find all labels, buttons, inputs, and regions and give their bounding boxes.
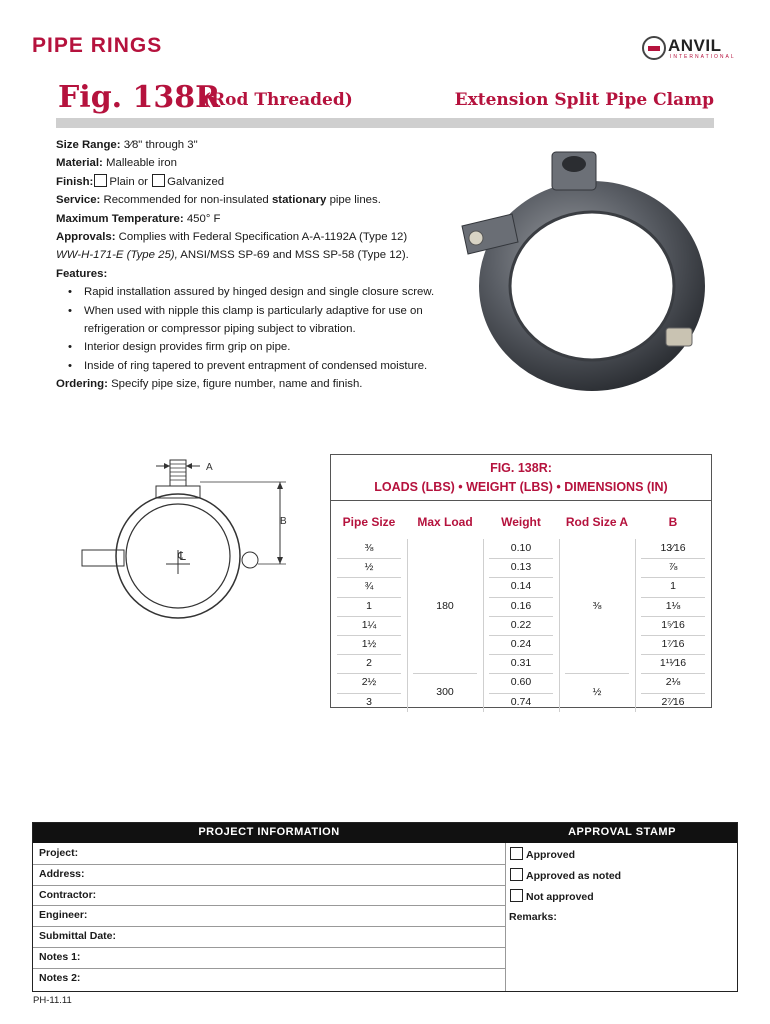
approval-label: Approved as noted: [526, 869, 622, 882]
project-field-label[interactable]: Address:: [39, 867, 85, 880]
row-line: [641, 616, 705, 617]
feature-item: • Interior design provides firm grip on pipe.: [56, 338, 456, 356]
finish-galvanized-checkbox[interactable]: [152, 174, 165, 187]
table-subtitle: LOADS (LBS) • WEIGHT (LBS) • DIMENSIONS (IN): [374, 480, 668, 494]
group-line: [413, 673, 477, 674]
cell-pipe-size: 1½: [361, 638, 377, 650]
approval-label: Approved: [526, 849, 576, 861]
row-line: [489, 673, 553, 674]
cell-weight: 0.22: [510, 618, 532, 631]
row-line: [337, 616, 401, 617]
col-header-max-load: Max Load: [417, 515, 473, 529]
product-name: Extension Split Pipe Clamp: [454, 90, 714, 110]
spec-block: [56, 136, 456, 394]
row-line: [337, 635, 401, 636]
logo-word: ANVIL: [668, 36, 722, 55]
row-line: [489, 693, 553, 694]
project-divider: [505, 843, 506, 991]
row-line: [337, 558, 401, 559]
col-header-weight: Weight: [501, 515, 541, 529]
table-title: FIG. 138R:: [490, 461, 552, 475]
project-field-label[interactable]: Notes 2:: [39, 971, 81, 984]
column-line: [483, 539, 484, 712]
project-field-label[interactable]: Submittal Date:: [39, 930, 117, 943]
field-line: [33, 968, 505, 969]
spec-approvals-2: WW-H-171-E (Type 25), ANSI/MSS SP-69 and MSS SP-58 (Type 12).: [56, 249, 409, 262]
cell-rod-size: ½: [592, 686, 602, 699]
project-info-title: PROJECT INFORMATION: [198, 826, 340, 838]
cell-pipe-size: ¾: [364, 580, 374, 593]
project-field-label[interactable]: Contractor:: [39, 888, 97, 901]
label-b: B: [280, 516, 287, 527]
row-line: [337, 673, 401, 674]
cell-weight: 0.60: [510, 676, 532, 689]
cell-pipe-size: 3: [366, 695, 372, 708]
cell-max-load: 300: [436, 686, 454, 699]
cell-b: 1⁷⁄16: [661, 638, 685, 650]
project-field-label[interactable]: Notes 1:: [39, 951, 81, 963]
spec-maxtemp: Maximum Temperature: 450° F: [56, 212, 221, 225]
loads-table: [330, 454, 712, 708]
approval-stamp-title: APPROVAL STAMP: [568, 826, 676, 838]
cell-b: 1¹¹⁄16: [659, 657, 687, 670]
anvil-logo-icon: [642, 36, 666, 60]
column-line: [407, 539, 408, 712]
feature-item: • When used with nipple this clamp is particularly adaptive for use on: [56, 302, 456, 320]
label-centerline: ℄: [178, 549, 186, 563]
field-line: [33, 864, 505, 865]
cell-weight: 0.13: [510, 561, 532, 574]
row-line: [641, 693, 705, 694]
cell-weight: 0.74: [510, 695, 532, 708]
table-rule: [331, 500, 711, 501]
cell-pipe-size: ⅜: [364, 542, 374, 554]
row-line: [641, 597, 705, 598]
cell-weight: 0.24: [510, 638, 532, 650]
field-line: [33, 947, 505, 948]
finish-plain-checkbox[interactable]: [94, 174, 107, 187]
spec-material: Material: Malleable iron: [56, 157, 177, 170]
row-line: [489, 577, 553, 578]
row-line: [489, 635, 553, 636]
field-line: [33, 885, 505, 886]
cell-pipe-size: 1: [366, 599, 372, 612]
feature-item: • Rapid installation assured by hinged design and single closure screw.: [56, 283, 456, 301]
field-line: [33, 905, 505, 906]
approval-option[interactable]: [509, 868, 621, 882]
cell-b: 1⅛: [665, 599, 681, 612]
row-line: [337, 597, 401, 598]
cell-max-load: 180: [436, 599, 454, 612]
feature-item-cont: refrigeration or compressor piping subject to vibration.: [84, 323, 356, 336]
row-line: [489, 616, 553, 617]
col-header-pipe-size: Pipe Size: [342, 515, 396, 529]
figure-number: Fig. 138R: [58, 80, 221, 115]
section-title: PIPE RINGS: [32, 34, 163, 57]
project-info-box: [32, 822, 738, 992]
cell-weight: 0.31: [510, 657, 532, 670]
page-number: PH-11.11: [33, 995, 72, 1006]
project-field-label[interactable]: Project:: [39, 847, 79, 859]
feature-item: • Inside of ring tapered to prevent entrapment of condensed moisture.: [56, 357, 456, 375]
spec-size: Size Range: 3⁄8" through 3": [56, 139, 198, 151]
row-line: [641, 673, 705, 674]
cell-weight: 0.10: [510, 542, 532, 554]
cell-pipe-size: ½: [364, 561, 374, 574]
column-line: [559, 539, 560, 712]
cell-pipe-size: 1¼: [361, 618, 377, 631]
row-line: [337, 693, 401, 694]
spec-service: Service: Recommended for non-insulated stationary pipe lines.: [56, 194, 381, 207]
approval-checkbox[interactable]: [510, 889, 523, 902]
cell-pipe-size: 2: [366, 657, 372, 670]
row-line: [489, 597, 553, 598]
approval-option[interactable]: [509, 889, 594, 903]
row-line: [337, 654, 401, 655]
project-header-bar: [33, 823, 737, 843]
spec-approvals: Approvals: Complies with Federal Specification A-A-1192A (Type 12): [56, 231, 408, 244]
row-line: [489, 558, 553, 559]
cell-b: ⅞: [668, 561, 678, 574]
anvil-logo: [642, 36, 742, 66]
column-line: [635, 539, 636, 712]
row-line: [337, 577, 401, 578]
cell-b: 1⁵⁄16: [661, 618, 685, 631]
approval-option[interactable]: [509, 847, 575, 861]
remarks-label: Remarks:: [509, 911, 557, 923]
col-header-b: B: [668, 515, 678, 529]
cell-weight: 0.16: [510, 599, 532, 612]
product-photo: [452, 146, 708, 396]
header-divider: [56, 118, 714, 128]
approval-checkbox[interactable]: [510, 868, 523, 881]
field-line: [33, 926, 505, 927]
cell-b: 1: [670, 580, 676, 593]
cell-pipe-size: 2½: [361, 676, 377, 689]
cell-b: 2⁷⁄16: [661, 695, 685, 708]
row-line: [641, 654, 705, 655]
project-field-label[interactable]: Engineer:: [39, 909, 88, 922]
dimension-drawing: [72, 452, 322, 622]
cell-weight: 0.14: [510, 580, 532, 593]
figure-subtitle: (Rod Threaded): [203, 90, 353, 110]
col-header-rod-size: Rod Size A: [565, 515, 629, 529]
features-label: Features:: [56, 267, 108, 280]
label-a: A: [206, 462, 213, 473]
cell-b: 13⁄16: [660, 542, 686, 554]
cell-b: 2⅛: [665, 676, 681, 689]
row-line: [489, 654, 553, 655]
row-line: [641, 558, 705, 559]
group-line: [565, 673, 629, 674]
approval-label: Not approved: [526, 890, 594, 903]
logo-sub: INTERNATIONAL: [670, 54, 736, 60]
spec-finish: Finish: Plain or Galvanized: [56, 175, 225, 188]
row-line: [641, 635, 705, 636]
cell-rod-size: ⅜: [592, 599, 602, 612]
row-line: [641, 577, 705, 578]
spec-ordering: Ordering: Specify pipe size, figure number, name and finish.: [56, 378, 363, 391]
approval-checkbox[interactable]: [510, 847, 523, 860]
